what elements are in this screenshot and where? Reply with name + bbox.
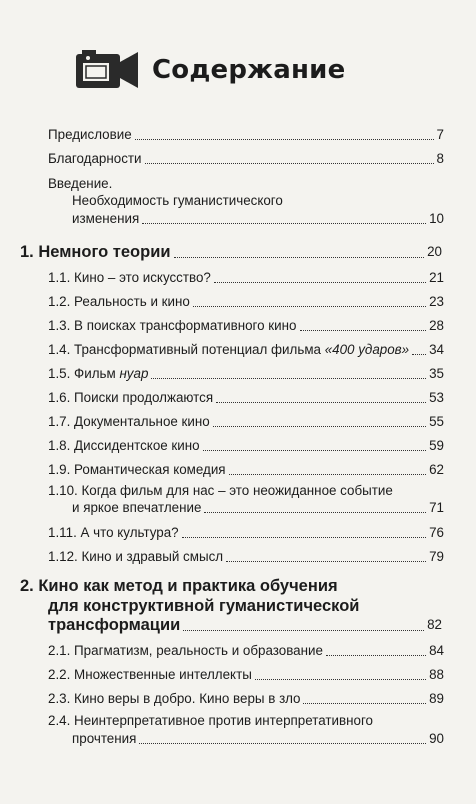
toc-entry-1-5[interactable]	[48, 366, 444, 382]
dot-leader	[300, 330, 427, 331]
page-title: Содержание	[152, 55, 346, 85]
entry-label: 2.1. Прагматизм, реальность и образование	[48, 643, 323, 658]
entry-1-10-line-1: 1.10. Когда фильм для нас – это неожиданное событие	[48, 483, 393, 498]
dot-leader	[174, 257, 425, 258]
entry-label: изменения	[72, 211, 140, 226]
entry-label: 1.8. Диссидентское кино	[48, 438, 200, 453]
entry-page: 62	[429, 462, 444, 477]
entry-label: 1.5. Фильм нуар	[48, 366, 149, 381]
toc-entry-1-6[interactable]	[48, 390, 444, 406]
toc-entry-1-4[interactable]	[48, 342, 444, 358]
dot-leader	[255, 679, 426, 680]
entry-page: 34	[429, 342, 444, 357]
chapter-page: 20	[427, 244, 442, 259]
toc-entry-1-9[interactable]	[48, 462, 444, 478]
entry-label: и яркое впечатление	[72, 500, 202, 515]
toc-entry-1-7[interactable]	[48, 414, 444, 430]
toc-chapter-2[interactable]	[48, 615, 442, 635]
toc-entry-2-1[interactable]	[48, 643, 444, 659]
entry-page: 88	[429, 667, 444, 682]
dot-leader	[326, 655, 426, 656]
entry-label: прочтения	[72, 731, 137, 746]
dot-leader	[193, 306, 426, 307]
entry-page: 55	[429, 414, 444, 429]
dot-leader	[183, 630, 424, 631]
chapter-page: 82	[427, 617, 442, 632]
dot-leader	[142, 223, 426, 224]
toc-entry-foreword[interactable]	[48, 127, 444, 143]
entry-label: 2.2. Множественные интеллекты	[48, 667, 252, 682]
chapter-title: 1. Немного теории	[20, 243, 171, 261]
entry-label: 1.6. Поиски продолжаются	[48, 390, 214, 405]
toc-entry-1-10[interactable]	[72, 500, 444, 516]
dot-leader	[303, 703, 426, 704]
dot-leader	[226, 561, 426, 562]
toc-entry-2-2[interactable]	[48, 667, 444, 683]
genre-term: нуар	[119, 366, 149, 381]
entry-page: 90	[429, 731, 444, 746]
entry-page: 76	[429, 525, 444, 540]
dot-leader	[216, 402, 426, 403]
entry-label: 1.3. В поисках трансформативного кино	[48, 318, 297, 333]
dot-leader	[204, 512, 426, 513]
entry-label: 1.9. Романтическая комедия	[48, 462, 226, 477]
dot-leader	[229, 474, 427, 475]
toc-entry-acknowledgements[interactable]	[48, 151, 444, 167]
entry-label: 1.2. Реальность и кино	[48, 294, 190, 309]
dot-leader	[135, 139, 434, 140]
dot-leader	[139, 743, 426, 744]
dot-leader	[182, 537, 426, 538]
intro-line-2: Необходимость гуманистического	[72, 193, 283, 208]
dot-leader	[203, 450, 426, 451]
entry-page: 84	[429, 643, 444, 658]
dot-leader	[213, 426, 426, 427]
dot-leader	[145, 163, 434, 164]
entry-page: 35	[429, 366, 444, 381]
entry-label: Благодарности	[48, 151, 142, 166]
toc-entry-2-4[interactable]	[72, 731, 444, 747]
toc-entry-1-8[interactable]	[48, 438, 444, 454]
intro-line-1: Введение.	[48, 176, 113, 191]
dot-leader	[214, 282, 426, 283]
toc-entry-1-3[interactable]	[48, 318, 444, 334]
toc-entry-1-11[interactable]	[48, 525, 444, 541]
entry-page: 10	[429, 211, 444, 226]
video-camera-icon	[74, 48, 140, 92]
entry-page: 89	[429, 691, 444, 706]
dot-leader	[151, 378, 426, 379]
entry-label: 1.1. Кино – это искусство?	[48, 270, 211, 285]
entry-page: 53	[429, 390, 444, 405]
entry-page: 23	[429, 294, 444, 309]
toc-entry-introduction[interactable]	[72, 211, 444, 227]
entry-label: 1.12. Кино и здравый смысл	[48, 549, 224, 564]
entry-2-4-line-1: 2.4. Неинтерпретативное против интерпретативного	[48, 713, 373, 728]
chapter-2-title-line-1: 2. Кино как метод и практика обучения	[20, 577, 338, 595]
entry-page: 8	[436, 151, 444, 166]
toc-chapter-1[interactable]	[20, 242, 442, 262]
entry-label: Предисловие	[48, 127, 132, 142]
toc-entry-1-2[interactable]	[48, 294, 444, 310]
entry-label: 1.11. А что культура?	[48, 525, 179, 540]
entry-label: 2.3. Кино веры в добро. Кино веры в зло	[48, 691, 301, 706]
chapter-title: трансформации	[48, 616, 181, 634]
entry-page: 71	[429, 500, 444, 515]
film-title: «400 ударов»	[324, 342, 410, 357]
entry-label: 1.4. Трансформативный потенциал фильма «400 ударов»	[48, 342, 410, 357]
toc-entry-1-12[interactable]	[48, 549, 444, 565]
toc-entry-2-3[interactable]	[48, 691, 444, 707]
entry-page: 79	[429, 549, 444, 564]
toc-entry-1-1[interactable]	[48, 270, 444, 286]
chapter-2-title-line-2: для конструктивной гуманистической	[48, 597, 360, 615]
entry-page: 59	[429, 438, 444, 453]
entry-page: 28	[429, 318, 444, 333]
entry-page: 21	[429, 270, 444, 285]
entry-label: 1.7. Документальное кино	[48, 414, 210, 429]
dot-leader	[412, 354, 426, 355]
toc-header	[74, 44, 345, 96]
entry-page: 7	[436, 127, 444, 142]
